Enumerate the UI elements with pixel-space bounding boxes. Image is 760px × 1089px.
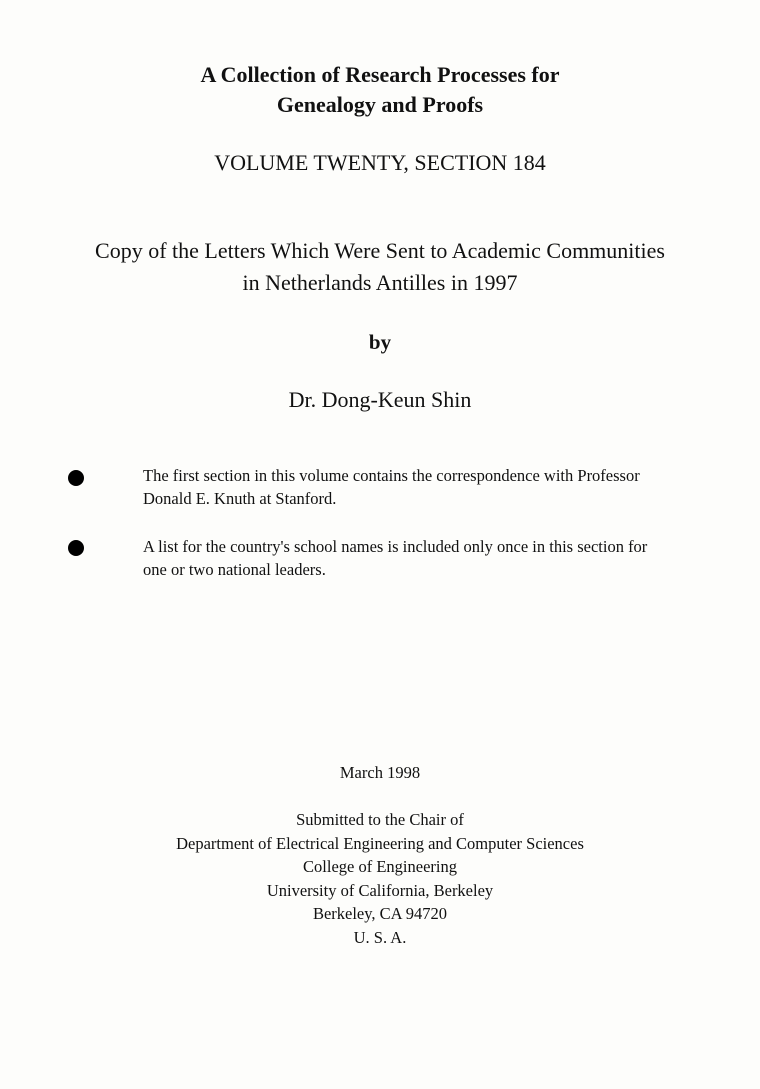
note-1-line-2: Donald E. Knuth at Stanford. <box>143 489 337 508</box>
note-1-line-1: The first section in this volume contains the correspondence with Professor <box>143 466 640 485</box>
volume-section-heading: VOLUME TWENTY, SECTION 184 <box>214 150 546 175</box>
document-title <box>0 235 760 299</box>
author-name: Dr. Dong-Keun Shin <box>288 387 472 412</box>
city-line: Berkeley, CA 94720 <box>312 904 448 923</box>
college-line: College of Engineering <box>303 857 457 876</box>
collection-title-line-1: A Collection of Research Processes for <box>200 62 560 87</box>
collection-title <box>0 60 760 120</box>
submission-date: March 1998 <box>339 763 421 782</box>
note-2-line-2: one or two national leaders. <box>143 560 326 579</box>
collection-title-line-2: Genealogy and Proofs <box>276 92 484 117</box>
note-text-2 <box>143 535 718 581</box>
submission-block <box>0 808 760 949</box>
country-line: U. S. A. <box>353 927 407 947</box>
bullet-icon <box>68 540 84 556</box>
note-2-line-1: A list for the country's school names is included only once in this section for <box>143 537 648 556</box>
department-line: Department of Electrical Engineering and Computer Sciences <box>176 833 584 853</box>
note-text-1 <box>143 464 718 510</box>
document-title-line-2: in Netherlands Antilles in 1997 <box>242 270 518 295</box>
document-title-line-1: Copy of the Letters Which Were Sent to Academic Communities <box>95 238 665 263</box>
by-label: by <box>368 330 392 354</box>
university-line: University of California, Berkeley <box>266 880 494 900</box>
bullet-icon <box>68 470 84 486</box>
submitted-to-line: Submitted to the Chair of <box>296 810 464 829</box>
